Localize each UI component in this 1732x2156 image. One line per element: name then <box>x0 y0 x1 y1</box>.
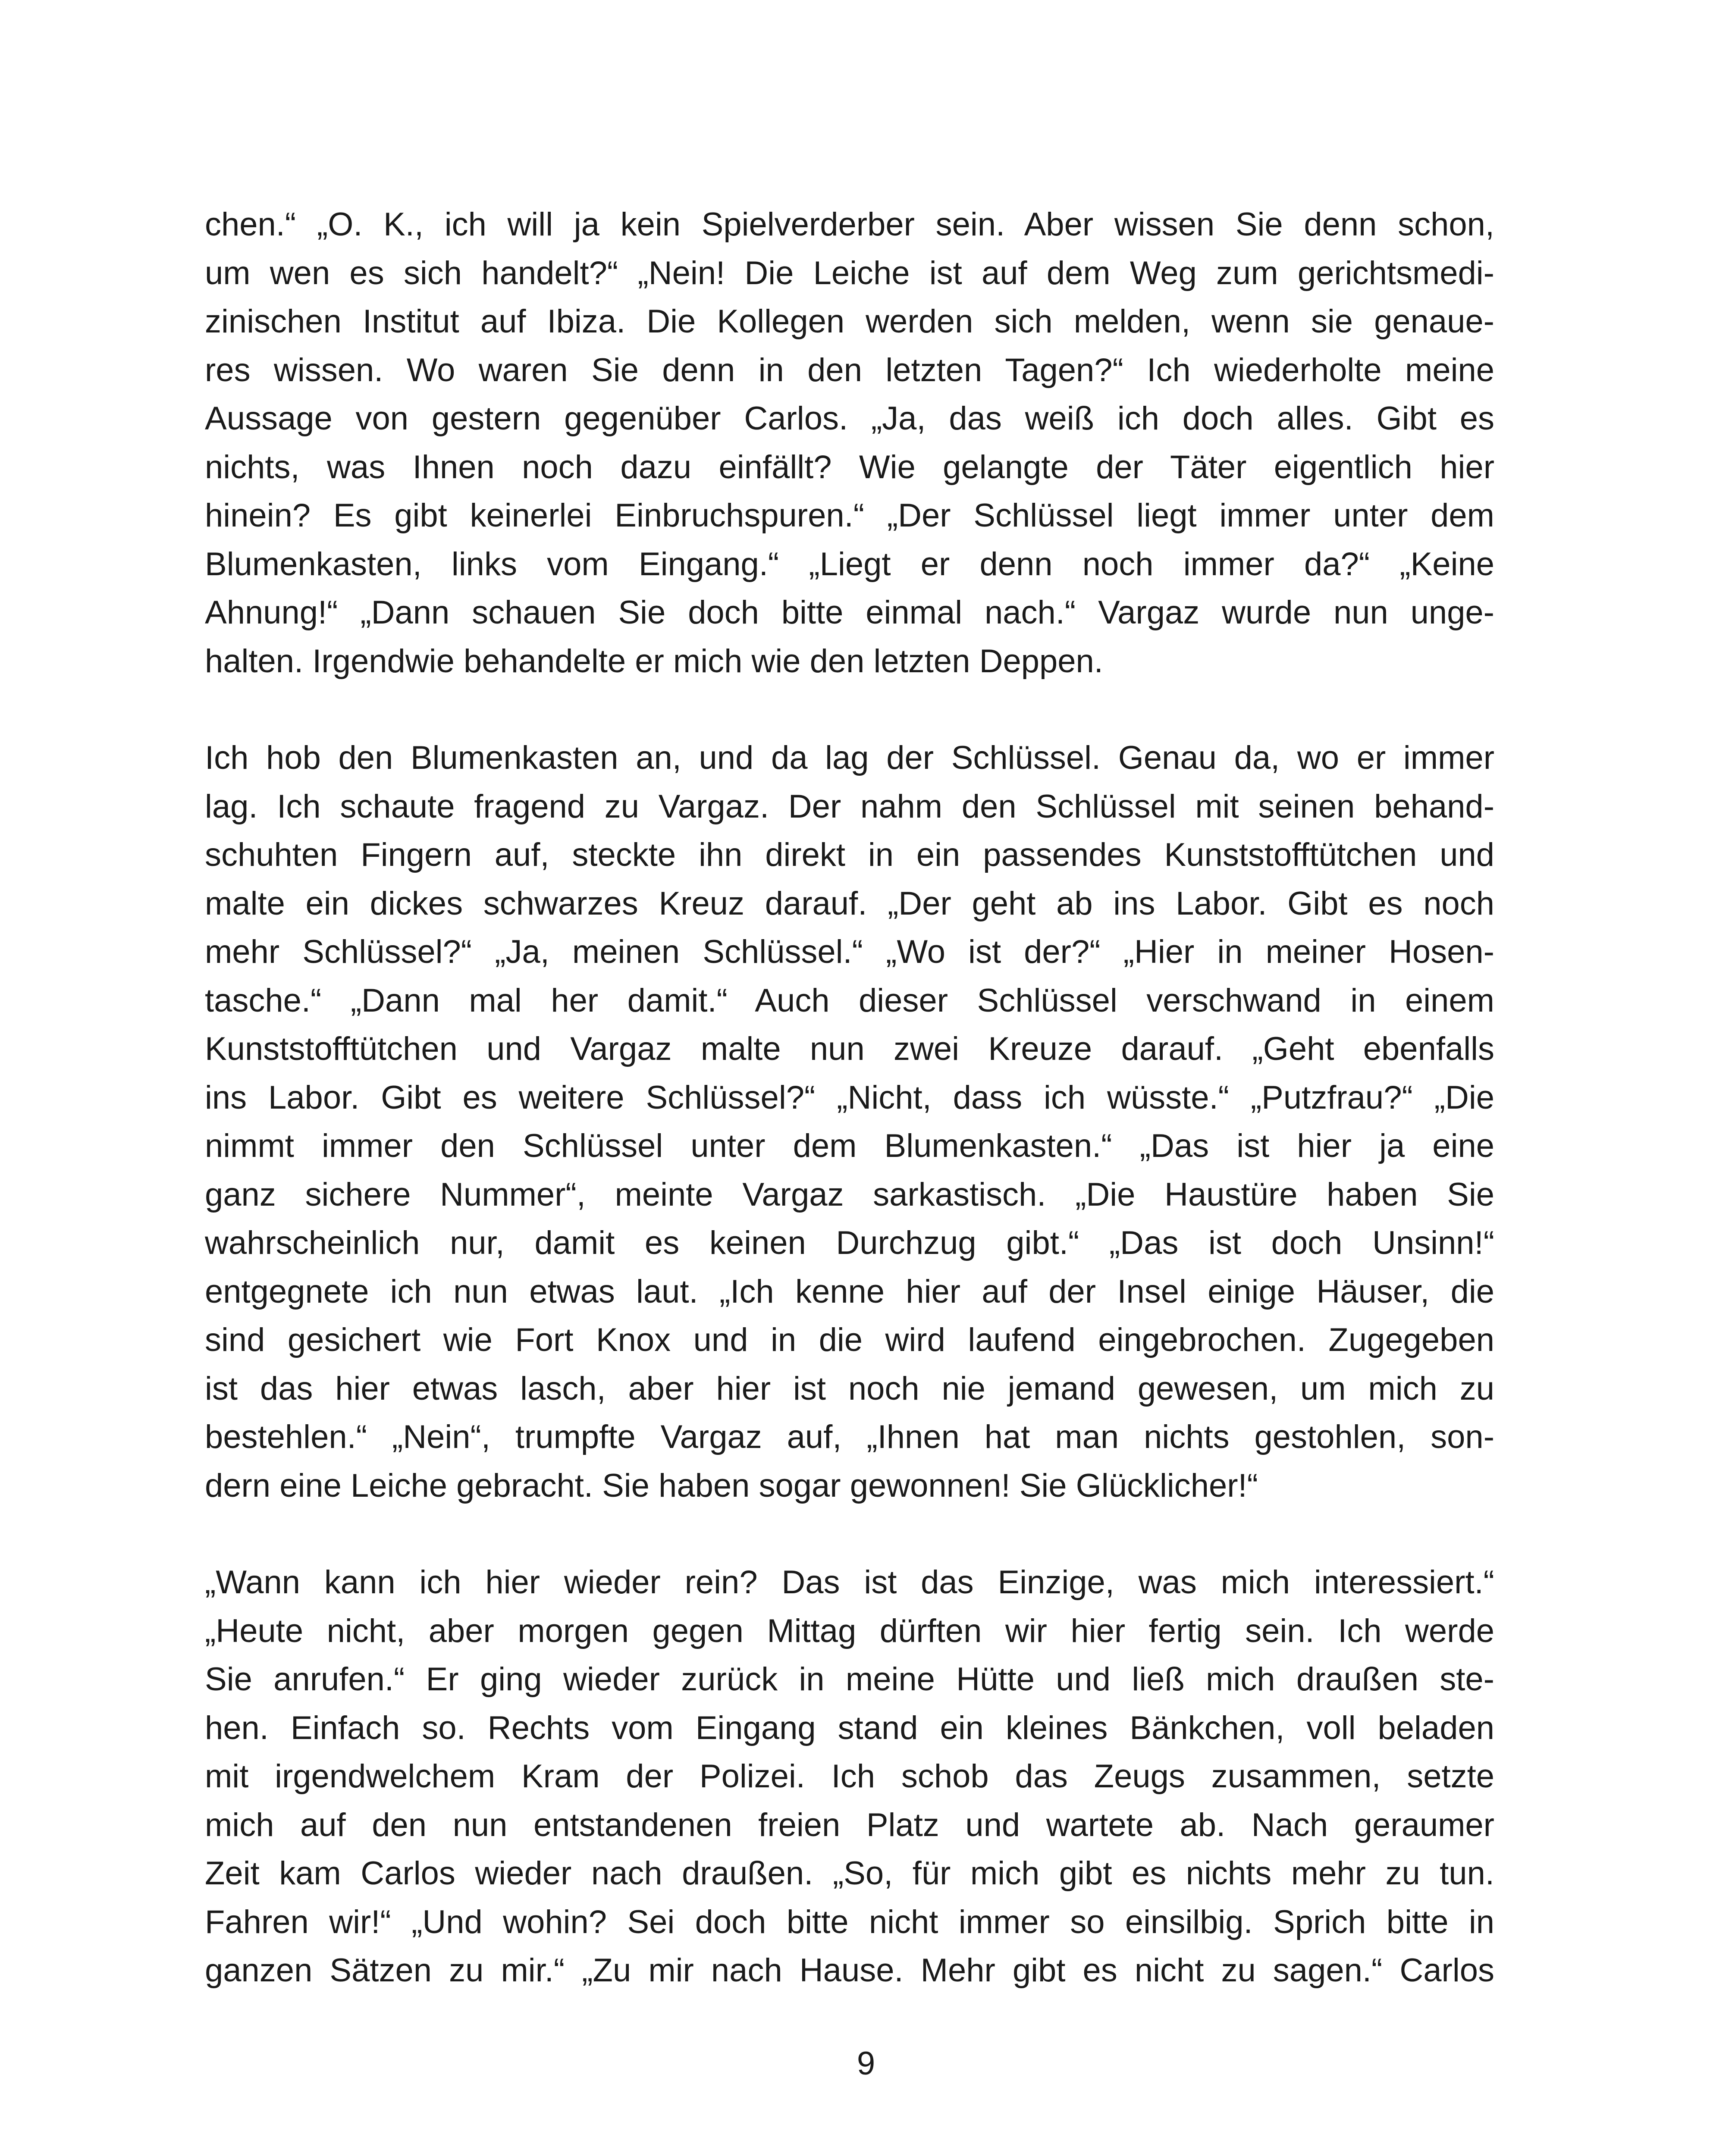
text-line: res wissen. Wo waren Sie denn in den letzten Tagen?“ Ich wiederholte meine <box>205 351 1494 389</box>
text-line: hen. Einfach so. Rechts vom Eingang stand ein kleines Bänkchen, voll beladen <box>205 1709 1494 1746</box>
paragraph-3 <box>205 1558 1494 1995</box>
text-line: Ahnung!“ „Dann schauen Sie doch bitte einmal nach.“ Vargaz wurde nun unge- <box>205 594 1494 631</box>
text-line: Blumenkasten, links vom Eingang.“ „Liegt er denn noch immer da?“ „Keine <box>205 545 1494 583</box>
page-number: 9 <box>857 2045 875 2082</box>
text-line: lag. Ich schaute fragend zu Vargaz. Der nahm den Schlüssel mit seinen behand- <box>205 788 1494 825</box>
text-line: „Wann kann ich hier wieder rein? Das ist das Einzige, was mich interessiert.“ <box>205 1564 1494 1601</box>
text-line: zinischen Institut auf Ibiza. Die Kollegen werden sich melden, wenn sie genaue- <box>205 303 1494 340</box>
text-line: ganz sichere Nummer“, meinte Vargaz sarkastisch. „Die Haustüre haben Sie <box>205 1176 1494 1213</box>
text-line: schuhten Fingern auf, steckte ihn direkt in ein passendes Kunststofftütchen und <box>205 837 1494 873</box>
text-line: Kunststofftütchen und Vargaz malte nun zwei Kreuze darauf. „Geht ebenfalls <box>205 1031 1494 1067</box>
text-line: Aussage von gestern gegenüber Carlos. „Ja, das weiß ich doch alles. Gibt es <box>205 400 1494 437</box>
text-line: halten. Irgendwie behandelte er mich wie den letzten Deppen. <box>205 642 1103 680</box>
text-line: entgegnete ich nun etwas laut. „Ich kenne hier auf der Insel einige Häuser, die <box>205 1273 1494 1310</box>
text-line: mehr Schlüssel?“ „Ja, meinen Schlüssel.“ „Wo ist der?“ „Hier in meiner Hosen- <box>205 934 1494 970</box>
text-line: nimmt immer den Schlüssel unter dem Blumenkasten.“ „Das ist hier ja eine <box>205 1128 1494 1164</box>
text-line: nichts, was Ihnen noch dazu einfällt? Wie gelangte der Täter eigentlich hier <box>205 448 1494 486</box>
text-line: tasche.“ „Dann mal her damit.“ Auch dieser Schlüssel verschwand in einem <box>205 982 1494 1019</box>
text-line: hinein? Es gibt keinerlei Einbruchspuren.“ „Der Schlüssel liegt immer unter dem <box>205 497 1494 534</box>
text-line: wahrscheinlich nur, damit es keinen Durchzug gibt.“ „Das ist doch Unsinn!“ <box>205 1225 1494 1261</box>
text-line: ins Labor. Gibt es weitere Schlüssel?“ „Nicht, dass ich wüsste.“ „Putzfrau?“ „Die <box>205 1079 1494 1116</box>
text-line: ganzen Sätzen zu mir.“ „Zu mir nach Hause. Mehr gibt es nicht zu sagen.“ Carlos <box>205 1952 1494 1989</box>
text-line: dern eine Leiche gebracht. Sie haben sogar gewonnen! Sie Glücklicher!“ <box>205 1467 1258 1504</box>
text-line: „Heute nicht, aber morgen gegen Mittag dürften wir hier fertig sein. Ich werde <box>205 1612 1494 1649</box>
text-line: sind gesichert wie Fort Knox und in die wird laufend eingebrochen. Zugegeben <box>205 1322 1494 1358</box>
text-line: Ich hob den Blumenkasten an, und da lag der Schlüssel. Genau da, wo er immer <box>205 740 1494 776</box>
text-line: Sie anrufen.“ Er ging wieder zurück in meine Hütte und ließ mich draußen ste- <box>205 1661 1494 1698</box>
text-line: chen.“ „O. K., ich will ja kein Spielverderber sein. Aber wissen Sie denn schon, <box>205 206 1494 243</box>
body-text <box>205 201 1494 2043</box>
text-line: mit irgendwelchem Kram der Polizei. Ich schob das Zeugs zusammen, setzte <box>205 1758 1494 1795</box>
paragraph-1 <box>205 201 1494 686</box>
text-line: Fahren wir!“ „Und wohin? Sei doch bitte nicht immer so einsilbig. Sprich bitte in <box>205 1903 1494 1940</box>
text-line: mich auf den nun entstandenen freien Platz und wartete ab. Nach geraumer <box>205 1806 1494 1843</box>
text-line: bestehlen.“ „Nein“, trumpfte Vargaz auf, „Ihnen hat man nichts gestohlen, son- <box>205 1419 1494 1455</box>
text-line: malte ein dickes schwarzes Kreuz darauf. „Der geht ab ins Labor. Gibt es noch <box>205 885 1494 922</box>
text-line: Zeit kam Carlos wieder nach draußen. „So, für mich gibt es nichts mehr zu tun. <box>205 1855 1494 1892</box>
text-line: ist das hier etwas lasch, aber hier ist noch nie jemand gewesen, um mich zu <box>205 1370 1494 1407</box>
paragraph-2 <box>205 734 1494 1510</box>
text-line: um wen es sich handelt?“ „Nein! Die Leiche ist auf dem Weg zum gerichtsmedi- <box>205 254 1494 291</box>
